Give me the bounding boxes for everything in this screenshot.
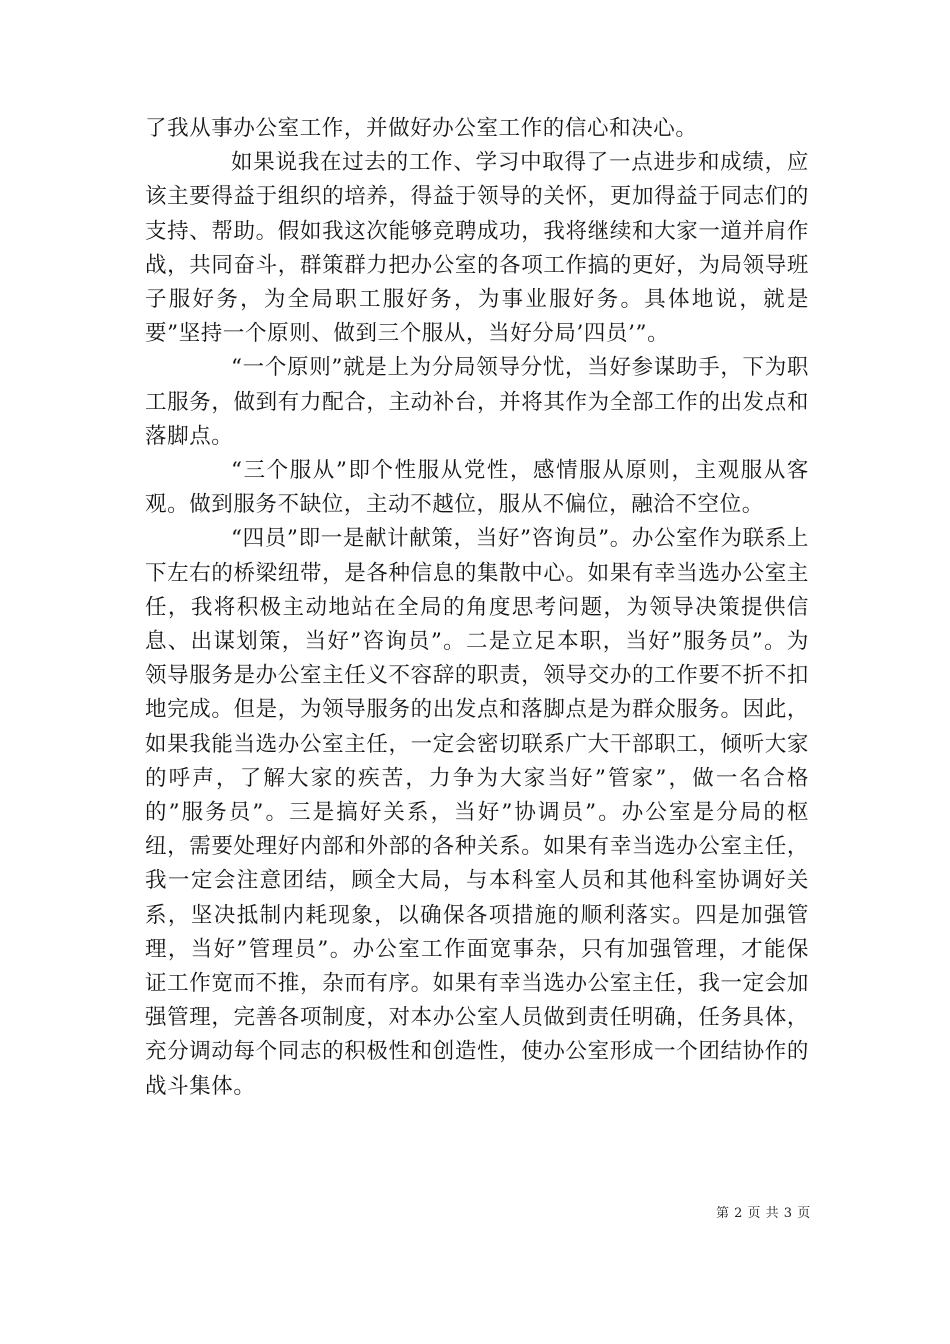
paragraph-1: 了我从事办公室工作，并做好办公室工作的信心和决心。 xyxy=(145,116,698,141)
document-body xyxy=(145,112,809,1104)
paragraph-5: “四员”即一是献计献策，当好”咨询员”。办公室作为联系上下左右的桥梁纽带，是各种信息的集散中心。如果有幸当选办公室主任，我将积极主动地站在全局的角度思考问题，为领导决策提供信息、出谋划策，当好”咨询员”。二是立足本职，当好”服务员”。为领导服务是办公室主任义不容辞的职责，领导交办的工作要不折不扣地完成。但是，为领导服务的出发点和落脚点是为群众服务。因此，如果我能当选办公室主任，一定会密切联系广大干部职工，倾听大家的呼声，了解大家的疾苦，力争为大家当好”管家”，做一名合格的”服务员”。三是搞好关系，当好”协调员”。办公室是分局的枢纽，需要处理好内部和外部的各种关系。如果有幸当选办公室主任，我一定会注意团结，顾全大局，与本科室人员和其他科室协调好关系，坚决抵制内耗现象，以确保各项措施的顺利落实。四是加强管理，当好”管理员”。办公室工作面宽事杂，只有加强管理，才能保证工作宽而不推，杂而有序。如果有幸当选办公室主任，我一定会加强管理，完善各项制度，对本办公室人员做到责任明确，任务具体，充分调动每个同志的积极性和创造性，使办公室形成一个团结协作的战斗集体。 xyxy=(145,526,809,1099)
paragraph-2: 如果说我在过去的工作、学习中取得了一点进步和成绩，应该主要得益于组织的培养，得益于领导的关怀，更加得益于同志们的支持、帮助。假如我这次能够竞聘成功，我将继续和大家一道并肩作战，共同奋斗，群策群力把办公室的各项工作搞的更好，为局领导班子服好务，为全局职工服好务，为事业服好务。具体地说，就是要”坚持一个原则、做到三个服从，当好分局’四员’”。 xyxy=(145,150,809,347)
paragraph-3: “一个原则”就是上为分局领导分忧，当好参谋助手，下为职工服务，做到有力配合，主动补台，并将其作为全部工作的出发点和落脚点。 xyxy=(145,355,809,449)
page-number-footer: 第 2 页 共 3 页 xyxy=(716,1206,811,1221)
paragraph-4: “三个服从”即个性服从党性，感情服从原则，主观服从客观。做到服务不缺位，主动不越位，服从不偏位，融洽不空位。 xyxy=(145,458,809,518)
